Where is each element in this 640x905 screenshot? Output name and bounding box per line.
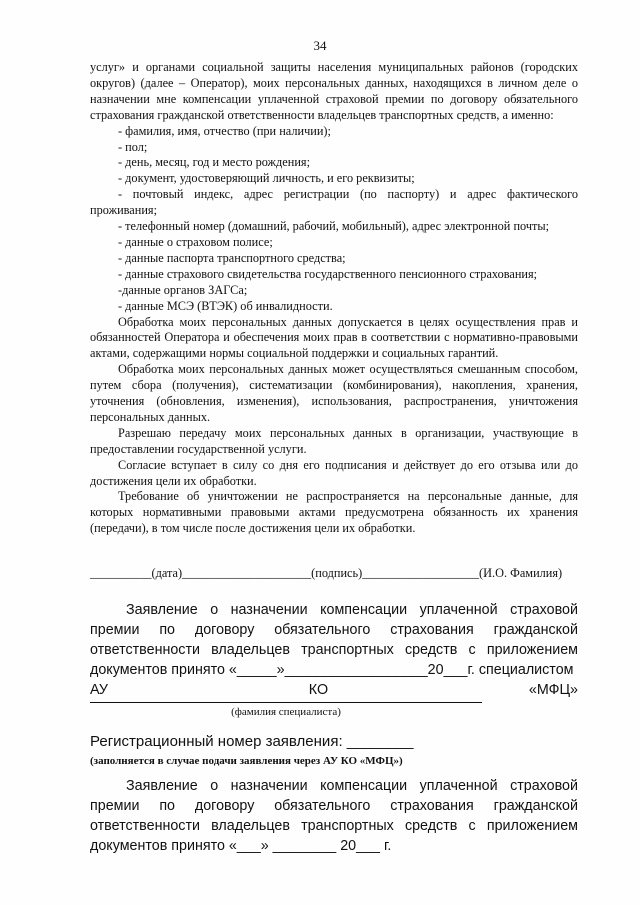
consent-paragraph: Разрешаю передачу моих персональных данных в организации, участвующие в предоставлении государственной услуги. (90, 425, 578, 456)
list-item: - документ, удостоверяющий личность, и его реквизиты; (118, 171, 415, 186)
second-receipt-block (90, 776, 578, 856)
specialist-caption: (фамилия специалиста) (231, 706, 341, 718)
consent-paragraph: Обработка моих персональных данных может осуществляться смешанным способом, путем сбора (получения), систематизации (комбинирования), накопления, хранения, уточнения (обновления, изменения), использования, распространения, уничтожения персональных данных. (90, 362, 578, 424)
consent-text (90, 60, 578, 537)
list-item: - пол; (118, 139, 148, 154)
signature-line: __________(дата)_____________________(подпись)___________________(И.О. Фамилия) (90, 566, 563, 580)
list-item: - данные о страховом полисе; (118, 234, 273, 249)
list-item: - данные страхового свидетельства государственного пенсионного страхования; (118, 266, 538, 281)
consent-paragraph: Согласие вступает в силу со дня его подписания и действует до его отзыва или до достижения цели их обработки. (90, 457, 578, 488)
list-item: - телефонный номер (домашний, рабочий, мобильный), адрес электронной почты; (118, 219, 550, 234)
consent-paragraph: Обработка моих персональных данных допускается в целях осуществления прав и обязанностей Оператора и обеспечения моих прав в соответствии с нормативно-правовыми актами, содержащими нормы социальной поддержки и социальных гарантий. (90, 314, 578, 361)
list-item: -данные органов ЗАГСа; (118, 282, 248, 297)
list-item: - день, месяц, год и место рождения; (118, 155, 311, 170)
registration-number: Регистрационный номер заявления: ________ (90, 733, 414, 750)
page-number: 34 (313, 38, 327, 53)
registration-note: (заполняется в случае подачи заявления через АУ КО «МФЦ») (90, 755, 403, 767)
organization-ko: КО (308, 682, 329, 698)
consent-paragraph: Требование об уничтожении не распространяется на персональные данные, для которых нормативными правовыми актами предусмотрена обязанность их хранения (передачи), в том числе после достижения цели их обработки. (90, 489, 578, 536)
list-item: - данные МСЭ (ВТЭК) об инвалидности. (118, 298, 333, 313)
organization-row (90, 680, 578, 700)
specialist-name-line (90, 702, 482, 703)
list-item: - фамилия, имя, отчество (при наличии); (118, 123, 331, 138)
consent-intro: услуг» и органами социальной защиты населения муниципальных районов (городских округов) (далее – Оператор), моих персональных данных, находящихся в личном деле о назначении мне компенсации уплаченной страховой премии по договору обязательного страхования гражданской ответственности владельцев транспортных средств, а именно: (90, 60, 578, 122)
organization-au: АУ (90, 682, 108, 698)
second-receipt-text: Заявление о назначении компенсации уплаченной страховой премии по договору обязательного страхования гражданской ответственности владельцев транспортных средств с приложением документов принято «___» ________ 20___ г. (90, 778, 578, 854)
receipt-text: Заявление о назначении компенсации уплаченной страховой премии по договору обязательного страхования гражданской ответственности владельцев транспортных средств с приложением документов принято «_____»__________________20___г. специалистом (90, 602, 578, 678)
organization-mfc: «МФЦ» (528, 682, 578, 698)
list-item: - данные паспорта транспортного средства; (118, 250, 346, 265)
receipt-block (90, 600, 578, 700)
list-item: - почтовый индекс, адрес регистрации (по паспорту) и адрес фактического проживания; (90, 187, 578, 218)
